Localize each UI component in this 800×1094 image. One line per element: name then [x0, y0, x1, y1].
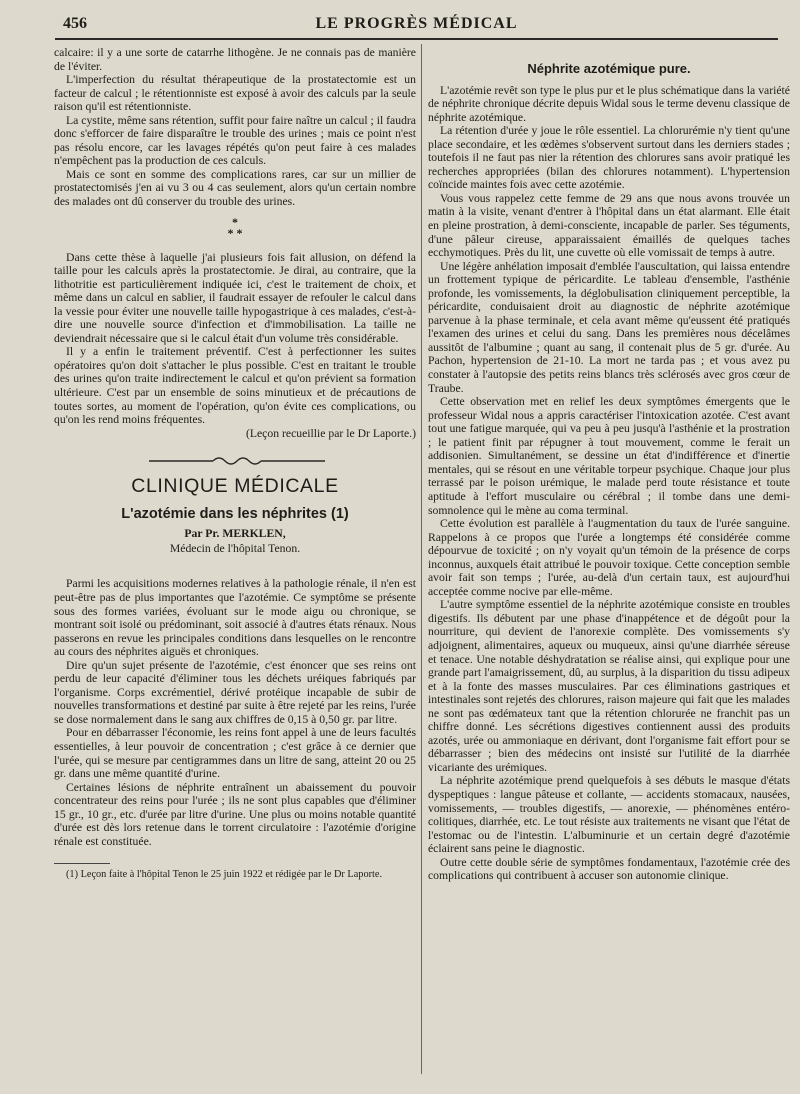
right-column — [428, 46, 790, 883]
paragraph: Cette observation met en relief les deux symptômes émergents que le professeur Widal nous a appris caractériser l'intoxication azotée. C'est avant tout une fatigue marquée, qui va peu à peu jusqu'à l'asthénie et la prostration ; le patient finit par répugner à tout mouvement, comme le ferait un addisonien. Simultanément, se dessine un état d'indifférence et d'inertie mentales, qui se résout en une véritable torpeur psychique. Chaque jour plus terrassé par le poison urémique, le malade perd toute résistance et toute aptitude à l'effort musculaire ou cérébral ; il tombe dans une demi-somnolence qui le mène au coma terminal. — [428, 395, 790, 517]
footnote: (1) Leçon faite à l'hôpital Tenon le 25 juin 1922 et rédigée par le Dr Laporte. — [66, 869, 383, 881]
section-separator-asterisks — [54, 214, 416, 240]
paragraph: Cette évolution est parallèle à l'augmentation du taux de l'urée sanguine. Rappelons à ce propos que l'urée a longtemps été considérée comme dépourvue de toxicité ; on n'y voyait qu'un témoin de la présence de corps inconnus, auxquels était attribué le pouvoir toxique. Cette conception semble avoir fait son temps ; l'urée, au-delà d'un certain taux, est aujourd'hui acceptée comme nocive par elle-même. — [428, 517, 790, 598]
paragraph: Mais ce sont en somme des complications rares, car sur un millier de prostatectomisés j'en ai vu 3 ou 4 cas seulement, alors qu'un certain nombre des malades ont dû conserver du trouble des urines. — [54, 167, 416, 209]
paragraph: Outre cette double série de symptômes fondamentaux, l'azotémie crée des complications qui contribuent à accuser son autonomie clinique. — [428, 855, 790, 883]
asterisk-top: * — [232, 214, 238, 229]
article-title: L'azotémie dans les néphrites (1) — [121, 505, 349, 522]
paragraph: Dans cette thèse à laquelle j'ai plusieurs fois fait allusion, on défend la taille pour les calculs après la prostatectomie. Je dirai, au contraire, que la lithotritie est particulièrement indiquée ici, c'est le traitement de choix, et même dans un calcul en sablier, il faudrait essayer de refouler le calcul dans la vessie pour éviter une nouvelle taille hypogastrique à ces malades, c'est-à-dire une nouvelle source d'infection et d'immobilisation. La taille ne deviendrait nécessaire que si le calcul était d'un volume très considérable. — [54, 250, 416, 345]
paragraph: La rétention d'urée y joue le rôle essentiel. La chlorurémie n'y tient qu'une place secondaire, et les œdèmes s'observent surtout dans les derniers stades ; toutefois il ne faut pas nier la rétention des chlorures sans avoir pratiqué les recherches appropriées (bilan des chlorures notamment). L'hypertension coïncide maintes fois avec cette azotémie. — [428, 124, 790, 192]
footnote-divider — [54, 863, 110, 864]
paragraph: Il y a enfin le traitement préventif. C'est à perfectionner les suites opératoires qu'on doit s'attacher le plus possible. C'est en traitant le trouble des urines qu'on traite indirectement le calcul et qu'on prévient sa formation ultérieure. C'est par un ensemble de soins minutieux et de précautions de toutes sortes, au moment de l'opération, qu'on évite ces complications, ou qu'on les rend moins fréquentes. — [54, 345, 416, 427]
paragraph: L'imperfection du résultat thérapeutique de la prostatectomie est un facteur de calcul ; le rétentionniste est exposé à avoir des calculs par la seule raison qu'il est rétentionniste. — [54, 73, 416, 114]
paragraph: Une légère anhélation imposait d'emblée l'auscultation, qui laissa entendre un frottement typique de péricardite. Le tableau d'ensemble, l'asthénie profonde, les vomissements, la déglobulisation cliniquement perceptible, la péricardite, conduisaient droit au diagnostic de néphrite azotémique parvenue à la phase terminale, et cela avant même qu'eussent été pratiqués l'examen des urines et celui du sang. Dans les premières nous décelâmes aussitôt de l'albumine ; quant au sang, il contenait plus de 5 gr. d'urée. Au Pachon, hypertension de 21-10. La mort ne tarda pas ; et vous avez pu constater à l'autopsie des petits reins blancs très sclérosés avec gros cœur de Traube. — [428, 259, 790, 395]
paragraph: Vous vous rappelez cette femme de 29 ans que nous avons trouvée un matin à la visite, venant d'entrer à l'hôpital dans un état alarmant. Elle était en pleine prostration, à demi-consciente, incapable de parler. Ses téguments, d'une pâleur cireuse, apparaissaient émaillés de quelques taches ecchymotiques. Près du lit, une cuvette où elle vomissait de temps à autre. — [428, 191, 790, 260]
decorative-rule-ornament — [54, 454, 416, 472]
lesson-attribution: (Leçon recueillie par le Dr Laporte.) — [245, 426, 416, 440]
paragraph: Certaines lésions de néphrite entraînent un abaissement du pouvoir concentrateur des reins pour l'urée ; ils ne sont plus capables que d'éliminer 15 gr., 10 gr., etc. d'urée par litre d'urine. Une plus ou moins notable quantité d'urée est dès lors retenue dans le torrent circulatoire : l'azotémie d'origine rénale est constituée. — [54, 780, 416, 848]
subsection-title: Néphrite azotémique pure. — [527, 61, 691, 76]
paragraph: L'azotémie revêt son type le plus pur et le plus schématique dans la variété de néphrite chronique décrite depuis Widal sous le terme devenu classique de néphrite azotémique. — [428, 83, 790, 124]
paragraph: L'autre symptôme essentiel de la néphrite azotémique consiste en troubles digestifs. Ils débutent par une phase d'inappétence et de dégoût pour la nourriture, qui devient de l'anorexie complète. Des vomissements s'y adjoignent, alimentaires, aqueux ou muqueux, ainsi qu'une diarrhée séreuse et tenace. Une notable déshydratation se réalise ainsi, qui explique pour une grande part l'amaigrissement, dû, au surplus, à la disparition du tissu adipeux et à la fonte des masses musculaires. Par ces éliminations gastriques et intestinales sont rejetés des chlorures, raison majeure qui fait que les malades ne sont pas œdémateux tant que la rétention chlorurée ne franchit pas un chiffre donné. Les sécrétions digestives contiennent aussi des produits azotés, urée ou ammoniaque en dérivant, dont l'organisme fait effort pour se débarrasser ; bien des médecins ont insisté sur l'utilité de la diarrhée vicariante des urémiques. — [428, 598, 790, 774]
page-number: 456 — [63, 15, 87, 32]
paragraph: Parmi les acquisitions modernes relatives à la pathologie rénale, il n'en est peut-être pas de plus importantes que l'azotémie. Ce symptôme se présente sous des formes variées, évoluant sur le mode aigu ou chronique, se montrant soit isolé ou prédominant, soit associé à d'autres états rénaux. Nous passerons en revue les principales conditions dans lesquelles on le rencontre au cours des néphrites aiguës et chroniques. — [54, 577, 416, 659]
section-heading: CLINIQUE MÉDICALE — [131, 475, 339, 498]
author-byline: Par Pr. MERKLEN, — [184, 527, 286, 541]
author-affiliation: Médecin de l'hôpital Tenon. — [169, 541, 301, 555]
paragraph: calcaire: il y a une sorte de catarrhe lithogène. Je ne connais pas de manière de l'éviter. — [54, 46, 416, 73]
page-header — [55, 12, 778, 40]
paragraph: Pour en débarrasser l'économie, les reins font appel à une de leurs facultés essentielles, à leur pouvoir de concentration ; c'est grâce à ce dernier que l'urée, qui se mesure par centigrammes dans un litre de sang, atteint 20 ou 25 gr. dans une même quantité d'urine. — [54, 726, 416, 781]
asterisks-bottom: * * — [227, 225, 243, 240]
paragraph: La néphrite azotémique prend quelquefois à ses débuts le masque d'états dyspeptiques : langue pâteuse et collante, — accidents stomacaux, nausées, vomissements, — troubles digestifs, — anorexie, — phénomènes entéro-colitiques, diarrhée, etc. Le tout résiste aux traitements ne visant que l'état de l'estomac ou de l'intestin. L'albuminurie et un certain degré d'azotémie éclairent sans peine le diagnostic. — [428, 774, 790, 856]
paragraph: La cystite, même sans rétention, suffit pour faire naître un calcul ; il faudra donc s'efforcer de faire disparaître le trouble des urines ; mais ce point n'est pas résolu encore, car les lavages répétés qu'on peut faire à ces malades n'empêchent pas la production de ces calculs. — [54, 113, 416, 168]
left-column — [54, 46, 416, 881]
paragraph: Dire qu'un sujet présente de l'azotémie, c'est énoncer que ses reins ont perdu de leur capacité d'éliminer tous les déchets uréiques fabriqués par l'organisme. Corps excrémentiel, dérivé protéique incapable de subir de nouvelles transformations et destiné par suite à être rejeté par les reins, l'urée se dose normalement dans le sang aux chiffres de 0,15 à 0,50 gr. par litre. — [54, 658, 416, 726]
ornament-rule-icon — [135, 454, 335, 468]
journal-title: LE PROGRÈS MÉDICAL — [315, 15, 518, 32]
column-divider — [421, 44, 422, 1074]
